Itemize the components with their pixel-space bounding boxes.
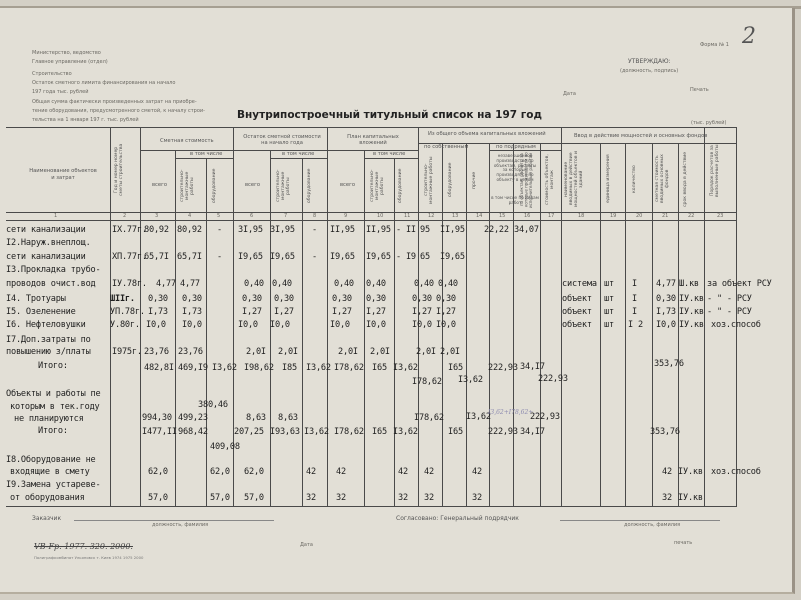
header-estimate-smr: строительно-монтажные работы: [180, 169, 196, 203]
row-name-2: от оборудования: [10, 493, 85, 503]
cell: I3,62: [458, 375, 483, 385]
cell: 222,93: [530, 412, 560, 422]
cell: 42: [336, 467, 346, 477]
cell: I98,62: [244, 363, 274, 373]
cell-capacity: объект: [562, 320, 592, 330]
cell: I3,62: [466, 412, 491, 422]
cell: 34,07: [514, 225, 539, 235]
cell: I78,62: [412, 377, 442, 387]
handwritten-sum: I3,62+I78,62+...: [488, 409, 540, 416]
print-info: Полиграфкомбинат Ульяновск т. Киев 1974 1975 2000: [34, 555, 144, 560]
cell: 65: [420, 252, 430, 262]
cell: I0,0: [436, 320, 456, 330]
customer-sub: должность, фамилия: [152, 522, 209, 528]
cell: I0,0: [366, 320, 386, 330]
header-estimate-total: всего: [152, 182, 168, 188]
cell-term: IУ.кв: [678, 493, 703, 503]
cell: -: [312, 252, 317, 262]
cell: 34,I7: [520, 362, 545, 372]
col-num: 2: [123, 213, 127, 219]
cell-value: I,73: [656, 307, 676, 317]
col-num: 14: [476, 213, 483, 219]
header-line-year: 197 года тыс. рублей: [32, 89, 89, 95]
cell-value: 42: [662, 467, 672, 477]
header-remain-group: Остаток сметной стоимости на начало года: [243, 134, 321, 146]
row-name: I8.Оборудование не: [6, 455, 96, 465]
cell: 2,0I: [440, 347, 460, 357]
cell: 8,63: [246, 413, 266, 423]
contractor-sub: должность, фамилия: [624, 522, 681, 528]
cell: I65: [372, 427, 387, 437]
cell-value: 353,76: [650, 427, 680, 437]
cell-value: 4,77: [656, 279, 676, 289]
header-plan-smr: строительно-монтажные работы: [370, 169, 386, 203]
cell: 8,63: [278, 413, 298, 423]
cell: 2,0I: [370, 347, 390, 357]
header-line-start: тельства на 1 января 197 г. тыс. рублей: [32, 117, 139, 123]
col-num: 3: [155, 213, 159, 219]
cell-term: IУ.кв: [679, 320, 704, 330]
header-contract-col-2: оборудование: [448, 162, 453, 198]
row-name: сети канализации: [6, 252, 86, 262]
approve-label: УТВЕРЖДАЮ:: [628, 58, 671, 65]
cell-term: IУ.кв: [679, 307, 704, 317]
header-contract-group: Из общего объема капитальных вложений: [428, 131, 546, 137]
col-num: 17: [548, 213, 555, 219]
header-contract-col-6: по объектам, расчеты за которые производятся по исполнительным работам: [519, 152, 533, 208]
col-num: 20: [636, 213, 643, 219]
cell: 42: [424, 467, 434, 477]
cell: 32: [306, 493, 316, 503]
row-year: IУ.78г.: [112, 279, 147, 289]
cell: I0,0: [412, 320, 432, 330]
cell: 994,30: [142, 413, 172, 423]
cell: 42: [398, 467, 408, 477]
cell: 2,0I: [278, 347, 298, 357]
cell: 469,I9: [178, 363, 208, 373]
cell-value: 0,30: [656, 294, 676, 304]
cell: I3,62: [393, 427, 418, 437]
cell: 95: [420, 225, 430, 235]
cell-payment: - " - РСУ: [707, 294, 752, 304]
header-contract-sub: по подрядным: [496, 144, 536, 150]
cell: 0,30: [366, 294, 386, 304]
col-num: 1: [54, 213, 58, 219]
objects-line: которым в тек.году: [10, 402, 100, 412]
cell: 3I,95: [270, 225, 295, 235]
cell: 2,0I: [338, 347, 358, 357]
header-plan-group: План капитальных вложений: [347, 134, 399, 146]
col-num: 13: [452, 213, 459, 219]
col-num: 22: [688, 213, 695, 219]
contractor-label: Согласовано: Генеральный подрядчик: [396, 515, 519, 522]
cell: I65: [372, 363, 387, 373]
col-num: 6: [250, 213, 254, 219]
cell: I9,65: [270, 252, 295, 262]
cell: 222,93: [538, 374, 568, 384]
cell: 42: [306, 467, 316, 477]
col-num: 21: [662, 213, 669, 219]
handwritten-page-number: 2: [742, 24, 756, 49]
row-year: I975г.: [112, 347, 142, 357]
cell-payment: - " - РСУ: [707, 307, 752, 317]
header-contract-col-1: строительно-монтажные работы: [424, 156, 435, 204]
cell-term: Ш.кв: [679, 279, 699, 289]
cell: -: [312, 225, 317, 235]
cell-term: IУ.кв: [678, 467, 703, 477]
row-name: сети канализации: [6, 225, 86, 235]
cell-value: 32: [662, 493, 672, 503]
cell: 482,8I: [144, 363, 174, 373]
cell: 4,77: [180, 279, 200, 289]
col-num: 10: [377, 213, 384, 219]
cell: 0,40: [334, 279, 354, 289]
cell-payment: хоз.способ: [711, 320, 761, 330]
header-name: Наименование объектов и затрат: [29, 168, 97, 181]
cell: 0,40: [244, 279, 264, 289]
header-contract-col-3: прочие: [472, 171, 477, 189]
cell: 57,0: [244, 493, 264, 503]
col-num: 9: [344, 213, 348, 219]
col-num: 16: [524, 213, 531, 219]
cell-payment: хоз.способ: [711, 467, 761, 477]
row-name-2: входящие в смету: [10, 467, 90, 477]
cell-unit: шт: [604, 294, 614, 304]
form-number: Форма № 1: [700, 42, 729, 48]
cell: 2,0I: [416, 347, 436, 357]
col-num: 18: [578, 213, 585, 219]
cell: 42: [472, 467, 482, 477]
cell: I9,65: [238, 252, 263, 262]
cell: 22,22: [484, 225, 509, 235]
row-name: I3.Прокладка трубо-: [6, 265, 101, 275]
row-year: У.80г.: [110, 320, 140, 330]
row-name: проводов очист.вод: [6, 279, 96, 289]
header-estimate-equip: оборудование: [212, 168, 217, 204]
cell: I3,62: [212, 363, 237, 373]
cell: 62,0: [244, 467, 264, 477]
cell: 222,93: [488, 427, 518, 437]
cell: I93,63: [270, 427, 300, 437]
row-name: I2.Наруж.внеплощ.: [6, 238, 91, 248]
cell: I9,65: [366, 252, 391, 262]
col-num: 5: [217, 213, 221, 219]
cell: 380,46: [198, 400, 228, 410]
cell: I78,62: [334, 363, 364, 373]
cell: 0,30: [274, 294, 294, 304]
header-line-equipment: тение оборудования, предусмотренного сметой, к началу строи-: [32, 108, 205, 114]
cell: 32: [398, 493, 408, 503]
cell: II,95: [330, 225, 355, 235]
approve-sub: (должность, подпись): [620, 68, 679, 74]
header-plan-total: всего: [340, 182, 356, 188]
cell: 4,77: [156, 279, 176, 289]
header-remain-equip: оборудование: [307, 168, 312, 204]
header-contract-col-5: в том числе по видам работ: [491, 195, 539, 205]
cell: 968,42: [178, 427, 208, 437]
header-capacity-col-3: количество: [632, 165, 637, 193]
col-num: 8: [313, 213, 317, 219]
cell: 62,0: [210, 467, 230, 477]
cell-capacity: объект: [562, 307, 592, 317]
cell: I0,0: [270, 320, 290, 330]
row-year: XП.77г.: [112, 252, 147, 262]
col-num: 7: [284, 213, 288, 219]
sheet-edge: [0, 8, 795, 594]
cell: 32: [472, 493, 482, 503]
objects-line: не планируются: [14, 414, 84, 424]
cell: I,27: [412, 307, 432, 317]
cell: I477,II: [142, 427, 177, 437]
totals-label: Итого:: [38, 426, 68, 436]
col-num: 15: [499, 213, 506, 219]
row-name: повышению з/платы: [6, 347, 91, 357]
cell: -: [217, 252, 222, 262]
cell: 23,76: [144, 347, 169, 357]
row-year: УП.78г.: [110, 307, 145, 317]
header-remain-smr: строительно-монтажные работы: [276, 169, 292, 203]
col-num: 4: [188, 213, 192, 219]
cell: 207,25: [234, 427, 264, 437]
cell: II,95: [366, 225, 391, 235]
customer-label: Заказчик: [32, 515, 62, 522]
cell: 0,30: [436, 294, 456, 304]
col-num: 12: [428, 213, 435, 219]
row-name: I5. Озеленение: [6, 307, 76, 317]
row-year: IX.77г.: [112, 225, 147, 235]
row-name: I4. Тротуары: [6, 294, 66, 304]
header-plan-equip: оборудование: [398, 168, 403, 204]
cell: 23,76: [178, 347, 203, 357]
objects-line: Объекты и работы пе: [6, 389, 101, 399]
totals-label: Итого:: [38, 361, 68, 371]
cell: I3,62: [393, 363, 418, 373]
cell: I,73: [148, 307, 168, 317]
cell: 0,30: [332, 294, 352, 304]
header-capacity-col-4: сметная стоимость вводимых основных фондов: [655, 154, 671, 204]
header-contract-col-4: незавершенное производство по объектам, расчеты за которые производятся по объекту в целом: [493, 153, 537, 183]
row-name: I7.Доп.затраты по: [6, 335, 91, 345]
cell-qty: I 2: [628, 320, 643, 330]
cell: 2,0I: [246, 347, 266, 357]
cell: I0,0: [238, 320, 258, 330]
cell: 0,30: [242, 294, 262, 304]
cell: 65,7I: [144, 252, 169, 262]
cell: II,95: [440, 225, 465, 235]
cell: I,73: [182, 307, 202, 317]
cell: I65: [448, 427, 463, 437]
row-year: ШIIг.: [110, 294, 135, 304]
cell: 499,23: [178, 413, 208, 423]
cell: - II: [396, 225, 416, 235]
header-estimate-group: Сметная стоимость: [160, 138, 214, 144]
col-num: 19: [610, 213, 617, 219]
cell: I78,62: [334, 427, 364, 437]
col-num: 11: [404, 213, 411, 219]
header-remain-incl: в том числе: [282, 151, 315, 157]
cell: I65: [448, 363, 463, 373]
cell: I0,0: [182, 320, 202, 330]
cell-capacity: объект: [562, 294, 592, 304]
units-label: (тыс. рублей): [691, 120, 727, 126]
row-name: I9.Замена устареве-: [6, 480, 101, 490]
cell: I,27: [242, 307, 262, 317]
cell-payment: за объект РСУ: [707, 279, 772, 289]
cell-term: IУ.кв: [679, 294, 704, 304]
cell: 65,7I: [177, 252, 202, 262]
header-capacity-col-2: единица измерения: [606, 154, 611, 204]
cell: I,27: [332, 307, 352, 317]
cell: 0,30: [412, 294, 432, 304]
cell: - I9: [396, 252, 416, 262]
cell-capacity: система: [562, 279, 597, 289]
cell: I,27: [366, 307, 386, 317]
cell: I3,62: [304, 427, 329, 437]
header-line-construction: Строительство: [32, 71, 72, 77]
cell-unit: шт: [604, 320, 614, 330]
cell: 32: [424, 493, 434, 503]
cell: I,27: [436, 307, 456, 317]
cell: 409,08: [210, 442, 240, 452]
cell: 0,30: [182, 294, 202, 304]
archive-stamp: VB-Fp. 1977. 320. 2000.: [34, 542, 133, 551]
cell: -: [217, 225, 222, 235]
cell-unit: шт: [604, 307, 614, 317]
cell-value: I0,0: [656, 320, 676, 330]
header-contract-own: по собственным: [424, 144, 469, 150]
cell: I78,62: [414, 413, 444, 423]
cell: I9,65: [330, 252, 355, 262]
cell: I,27: [274, 307, 294, 317]
cell: 0,40: [438, 279, 458, 289]
header-capacity-col-1: наименование вводимых в действие мощностей объектов и зданий: [564, 150, 585, 208]
seal-label: Печать: [690, 87, 709, 93]
col-num: 23: [717, 213, 724, 219]
header-contract-col-7: стоимость объектов, монтаж: [545, 154, 556, 206]
header-line-total: Общая сумма фактически произведенных затрат на приобре-: [32, 99, 197, 105]
cell: 80,92: [177, 225, 202, 235]
cell: I9,65: [440, 252, 465, 262]
cell-qty: I: [632, 279, 637, 289]
date-label: Дата: [563, 91, 576, 97]
cell: 80,92: [144, 225, 169, 235]
cell: 0,40: [366, 279, 386, 289]
cell-qty: I: [632, 294, 637, 304]
header-capacity-col-5: срок ввода в действие: [683, 151, 688, 207]
cell: 57,0: [210, 493, 230, 503]
header-line-remaining: Остаток сметного лимита финансирования на начало: [32, 80, 176, 86]
cell: 0,40: [414, 279, 434, 289]
cell: 222,93: [488, 363, 518, 373]
cell: I3,62: [306, 363, 331, 373]
cell-qty: I: [632, 307, 637, 317]
cell: I0,0: [330, 320, 350, 330]
cell: I0,0: [146, 320, 166, 330]
document-title: Внутрипостроечный титульный список на 197 год: [237, 109, 542, 121]
header-capacity-group: Ввод в действие мощностей и основных фондов: [574, 133, 708, 139]
cell: I85: [282, 363, 297, 373]
header-line-directorate: Главное управление (отдел): [32, 59, 108, 65]
header-estimate-incl: в том числе: [190, 151, 223, 157]
cell: 32: [336, 493, 346, 503]
header-line-ministry: Министерство, ведомство: [32, 50, 101, 56]
cell-value: 353,76: [654, 359, 684, 369]
header-plan-incl: в том числе: [373, 151, 406, 157]
row-name: I6. Нефтеловушки: [6, 320, 86, 330]
cell: 57,0: [148, 493, 168, 503]
cell: 0,30: [148, 294, 168, 304]
header-remain-total: всего: [245, 182, 261, 188]
cell: 0,40: [272, 279, 292, 289]
header-payment: Порядок расчетов за выполненные работы: [710, 144, 721, 198]
footer-date: Дата: [300, 542, 313, 548]
cell-unit: шт: [604, 279, 614, 289]
cell: 62,0: [148, 467, 168, 477]
header-year: Год и номер номер сметы строительства: [114, 143, 125, 197]
cell: 34,I7: [520, 427, 545, 437]
cell: 3I,95: [238, 225, 263, 235]
footer-seal: печать: [674, 540, 693, 546]
